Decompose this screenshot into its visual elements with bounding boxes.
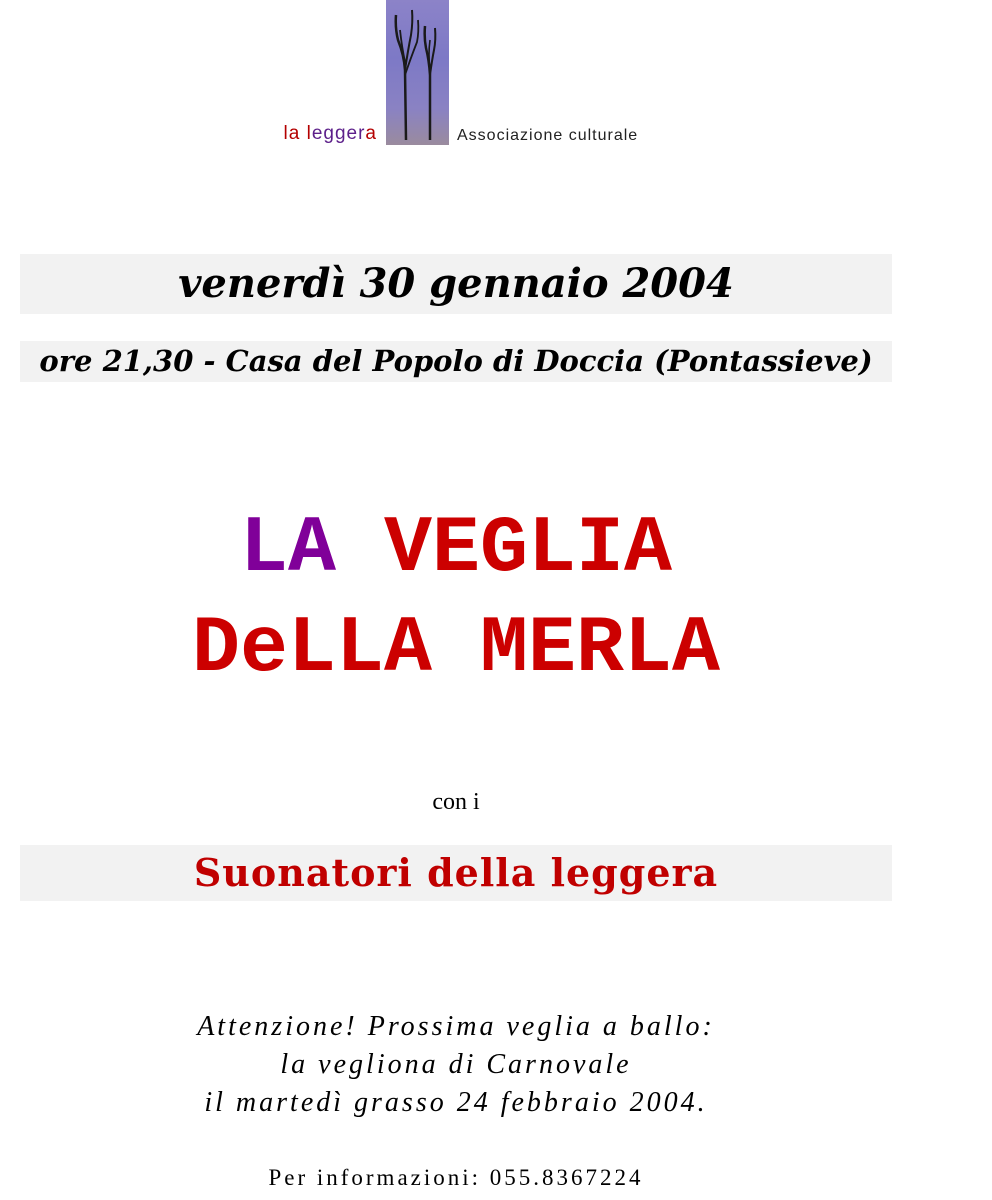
brand-name bbox=[284, 122, 377, 146]
performers-name: Suonatori della leggera bbox=[193, 850, 719, 895]
event-time-place: ore 21,30 - Casa del Popolo di Doccia (Pontassieve) bbox=[39, 344, 873, 378]
event-title-line1 bbox=[0, 505, 912, 595]
notice-line: il martedì grasso 24 febbraio 2004. bbox=[204, 1087, 708, 1118]
brand-name-part3: a bbox=[365, 123, 377, 144]
performers-connector: con i bbox=[432, 789, 480, 815]
event-date: venerdì 30 gennaio 2004 bbox=[178, 260, 734, 307]
event-title-line2: DeLLA MERLA bbox=[191, 604, 721, 695]
brand-name-part2: egger bbox=[311, 123, 366, 144]
next-event-notice bbox=[0, 1008, 912, 1122]
notice-line: la vegliona di Carnovale bbox=[280, 1049, 632, 1080]
notice-line: Attenzione! Prossima veglia a ballo: bbox=[197, 1011, 715, 1042]
contact-info: Per informazioni: 055.8367224 bbox=[268, 1165, 644, 1190]
association-label: Associazione culturale bbox=[457, 127, 639, 144]
title-word-la: LA bbox=[239, 504, 336, 595]
title-word-veglia: VEGLIA bbox=[383, 504, 673, 595]
brand-name-part1: la l bbox=[283, 123, 312, 144]
trees-logo-icon bbox=[386, 0, 449, 145]
